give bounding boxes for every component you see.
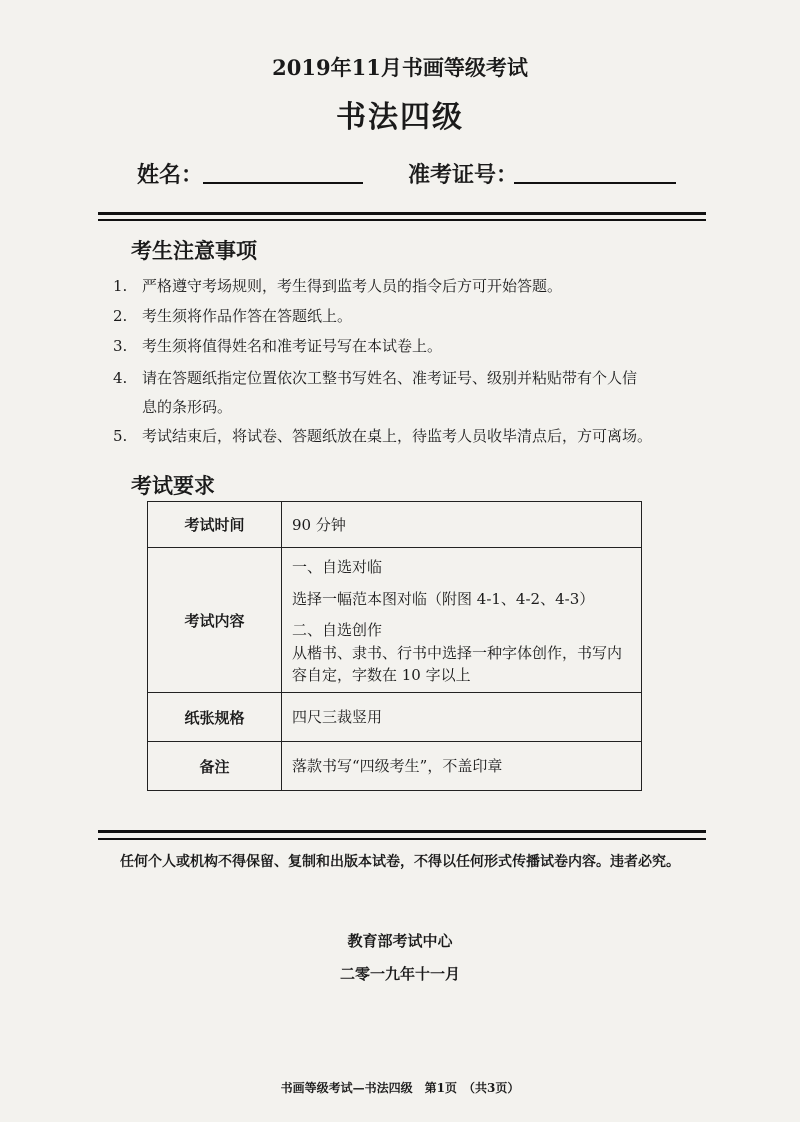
value-line: 容自定，字数在 10 字以上: [292, 666, 471, 684]
requirements-heading: 考试要求: [131, 473, 215, 498]
notice-text: 请在答题纸指定位置依次工整书写姓名、准考证号、级别并粘贴带有个人信: [142, 369, 638, 387]
exam-id-field[interactable]: [514, 182, 676, 184]
notice-text: 考试结束后，将试卷、答题纸放在桌上，待监考人员收毕清点后，方可离场。: [142, 427, 653, 445]
row-value: [282, 742, 642, 791]
value-line: 一、自选对临: [292, 558, 383, 576]
notice-number: 5.: [113, 427, 128, 445]
row-label: 纸张规格: [148, 693, 282, 742]
notice-list: [113, 271, 703, 471]
notice-heading: 考生注意事项: [131, 238, 257, 263]
table-row: [148, 742, 642, 791]
table-row: [148, 548, 642, 693]
requirements-table: [147, 501, 642, 791]
name-label: 姓名：: [137, 162, 204, 188]
divider-bottom: [98, 830, 706, 840]
notice-text: 考生须将作品作答在答题纸上。: [142, 307, 353, 325]
notice-number: 2.: [113, 307, 128, 325]
table-row: [148, 502, 642, 548]
name-field[interactable]: [203, 182, 363, 184]
page-footer: 书画等级考试—书法四级 第1页 （共3页）: [280, 1081, 520, 1095]
issuer: 教育部考试中心: [347, 932, 453, 950]
row-value: [282, 502, 642, 548]
notice-number: 4.: [113, 369, 128, 387]
row-label: 考试内容: [148, 548, 282, 693]
row-value: [282, 693, 642, 742]
row-label: 考试时间: [148, 502, 282, 548]
notice-text: 息的条形码。: [142, 398, 233, 416]
value-line: 二、自选创作: [292, 621, 383, 639]
exam-subject-title: 书法四级: [336, 100, 464, 135]
row-label: 备注: [148, 742, 282, 791]
copyright-warning: 任何个人或机构不得保留、复制和出版本试卷，不得以任何形式传播试卷内容。违者必究。: [120, 854, 680, 870]
notice-number: 3.: [113, 337, 128, 355]
value-line: 四尺三裁竖用: [292, 708, 383, 726]
issue-date: 二零一九年十一月: [339, 965, 460, 983]
exam-id-label: 准考证号：: [408, 162, 519, 188]
value-line: 选择一幅范本图对临（附图 4-1、4-2、4-3）: [292, 590, 595, 608]
divider-top: [98, 212, 706, 221]
value-line: 落款书写“四级考生”，不盖印章: [292, 757, 503, 775]
notice-text: 考生须将值得姓名和准考证号写在本试卷上。: [142, 337, 443, 355]
value-line: 90 分钟: [292, 515, 346, 534]
notice-number: 1.: [113, 277, 128, 295]
exam-title: 2019年11月书画等级考试: [272, 55, 528, 80]
value-line: 从楷书、隶书、行书中选择一种字体创作，书写内: [292, 644, 623, 662]
table-row: [148, 693, 642, 742]
notice-text: 严格遵守考场规则，考生得到监考人员的指令后方可开始答题。: [142, 277, 563, 295]
row-value: [282, 548, 642, 693]
